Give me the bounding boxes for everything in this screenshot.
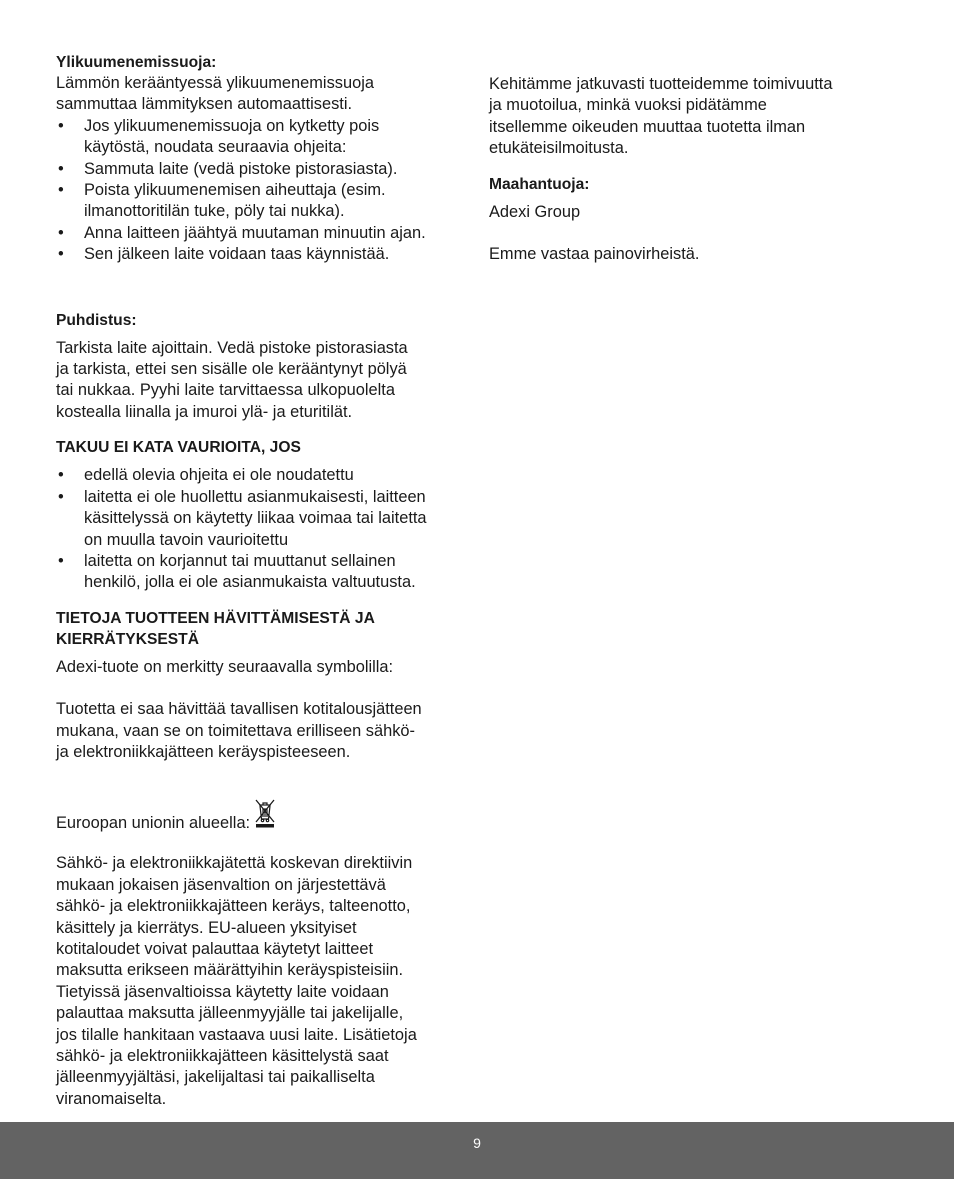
list-item: • edellä olevia ohjeita ei ole noudatettu <box>56 465 466 486</box>
importer-name: Adexi Group <box>489 202 581 221</box>
list-item: • Sen jälkeen laite voidaan taas käynnistää. <box>56 244 466 265</box>
list-item: • Jos ylikuumenemissuoja on kytketty pois käytöstä, noudata seuraavia ohjeita: <box>56 116 466 159</box>
left-column <box>56 52 466 1110</box>
overheat-intro: Lämmön kerääntyessä ylikuumenemissuoja sammuttaa lämmityksen automaattisesti. <box>56 74 374 114</box>
list-item: • Sammuta laite (vedä pistoke pistorasiasta). <box>56 159 466 180</box>
disposal-paragraph-1: Tuotetta ei saa hävittää tavallisen kotitalousjätteen mukana, vaan se on toimitettava erilliseen sähkö- ja elektroniikkajätteen keräyspisteeseen. <box>56 700 422 761</box>
cleaning-heading: Puhdistus: <box>56 311 137 329</box>
list-item: • laitetta on korjannut tai muuttanut sellainen henkilö, jolla ei ole asianmukaista valtuutusta. <box>56 551 466 594</box>
crossed-out-wheelie-bin-icon <box>254 798 276 838</box>
cleaning-text: Tarkista laite ajoittain. Vedä pistoke pistorasiasta ja tarkista, ettei sen sisälle ole kerääntynyt pölyä tai nukkaa. Pyyhi laite tarvittaessa ulkopuolelta kostealla liinalla ja imuroi ylä- ja eturitilät. <box>56 338 408 421</box>
disposal-heading: TIETOJA TUOTTEEN HÄVITTÄMISESTÄ JA KIERRÄTYKSESTÄ <box>56 609 375 648</box>
disposal-paragraph-2: Sähkö- ja elektroniikkajätettä koskevan direktiivin mukaan jokaisen jäsenvaltion on järjestettävä sähkö- ja elektroniikkajätteen keräys, talteenotto, käsittely ja kierrätys. EU-alueen yksityiset kotitaloudet voivat palauttaa käytetyt laitteet maksutta erikseen määrättyihin keräyspisteisiin. Tietyissä jäsenvaltioissa käytetty laite voidaan palauttaa maksutta jälleenmyyjälle tai jakelijalle, jos tilalle hankitaan vastaava uusi laite. Lisätietoja sähkö- ja elektroniikkajätteen käsittelystä saat jälleenmyyjältäsi, jakelijaltasi tai paikalliselta viranomaiselta. <box>56 854 417 1108</box>
importer-heading: Maahantuoja: <box>489 175 590 193</box>
overheat-heading: Ylikuumenemissuoja: <box>56 54 217 71</box>
overheat-list <box>56 116 466 266</box>
list-item: • Anna laitteen jäähtyä muutaman minuutin ajan. <box>56 223 466 244</box>
misprint-disclaimer: Emme vastaa painovirheistä. <box>489 245 700 264</box>
page-footer <box>0 1122 954 1179</box>
warranty-list <box>56 465 466 593</box>
product-development-text: Kehitämme jatkuvasti tuotteidemme toimivuutta ja muotoilua, minkä vuoksi pidätämme itsellemme oikeuden muuttaa tuotetta ilman etukäteisilmoitusta. <box>489 75 833 158</box>
disposal-intro: Adexi-tuote on merkitty seuraavalla symbolilla: <box>56 657 394 676</box>
list-item: • laitetta ei ole huollettu asianmukaisesti, laitteen käsittelyssä on käytetty liikaa voimaa tai laitetta on muulla tavoin vaurioitettu <box>56 487 466 551</box>
eu-label: Euroopan unionin alueella: <box>56 798 466 838</box>
right-column <box>489 74 889 265</box>
warranty-heading: TAKUU EI KATA VAURIOITA, JOS <box>56 439 301 457</box>
list-item: • Poista ylikuumenemisen aiheuttaja (esim. ilmanottoritilän tuke, pöly tai nukka). <box>56 180 466 223</box>
page-number: 9 <box>473 1135 481 1151</box>
